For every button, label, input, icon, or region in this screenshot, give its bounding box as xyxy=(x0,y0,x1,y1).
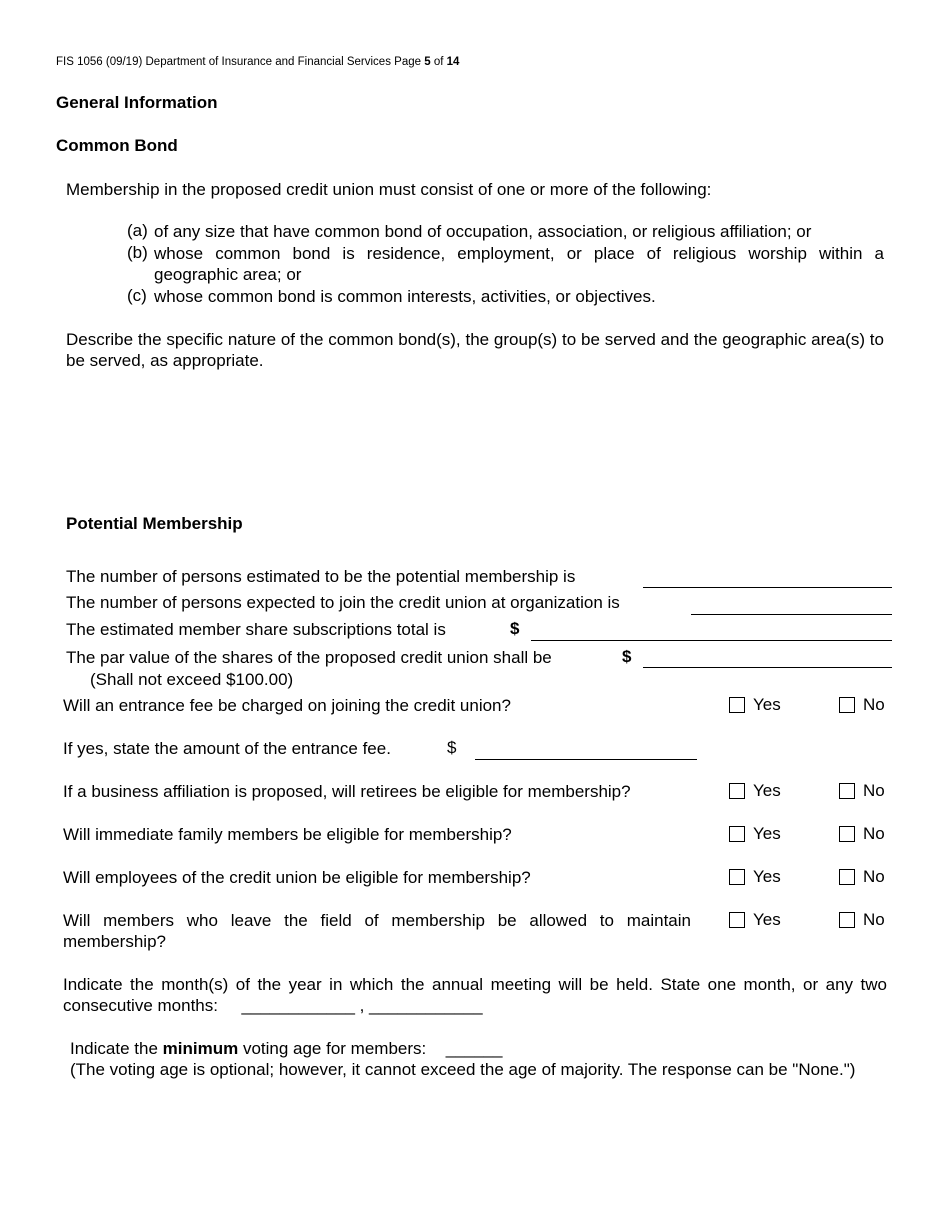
general-information-heading: General Information xyxy=(56,93,218,112)
employees-yes-checkbox[interactable] xyxy=(729,869,745,885)
common-bond-item-c: whose common bond is common interests, activities, or objectives. xyxy=(154,287,656,306)
leave-field-question: Will members who leave the field of membership be allowed to maintain membership? xyxy=(63,911,691,951)
form-id: FIS 1056 (09/19) Department of Insurance and Financial Services Page xyxy=(56,56,422,68)
leave-field-yes-checkbox[interactable] xyxy=(729,912,745,928)
common-bond-item-a: of any size that have common bond of occupation, association, or religious affiliation; or xyxy=(154,222,812,241)
family-no-checkbox[interactable] xyxy=(839,826,855,842)
yes-label: Yes xyxy=(753,910,781,929)
voting-age-suffix: voting age for members: xyxy=(242,1039,427,1058)
page-of: of xyxy=(433,56,444,68)
yes-label: Yes xyxy=(753,781,781,800)
par-value-field[interactable] xyxy=(643,667,892,668)
estimated-potential-field[interactable] xyxy=(643,587,892,588)
no-label: No xyxy=(863,781,885,800)
voting-age-field[interactable]: ______ xyxy=(445,1039,503,1058)
yes-label: Yes xyxy=(753,867,781,886)
dollar-sign: $ xyxy=(510,619,520,638)
no-label: No xyxy=(863,695,885,714)
list-marker-a: (a) xyxy=(127,221,148,240)
page-total: 14 xyxy=(446,56,460,68)
common-bond-heading: Common Bond xyxy=(56,136,178,155)
share-subscriptions-label: The estimated member share subscriptions total is xyxy=(66,620,446,639)
entrance-fee-question: Will an entrance fee be charged on joining the credit union? xyxy=(63,696,511,715)
potential-membership-heading: Potential Membership xyxy=(66,514,243,533)
no-label: No xyxy=(863,910,885,929)
annual-meeting-months-field[interactable]: ____________ , ____________ xyxy=(241,996,483,1015)
annual-meeting-text: Indicate the month(s) of the year in which the annual meeting will be held. State one month, or any two consecutive months: xyxy=(63,975,887,1015)
common-bond-intro: Membership in the proposed credit union must consist of one or more of the following: xyxy=(66,180,712,199)
entrance-fee-no-checkbox[interactable] xyxy=(839,697,855,713)
retirees-yes-checkbox[interactable] xyxy=(729,783,745,799)
leave-field-no-checkbox[interactable] xyxy=(839,912,855,928)
list-marker-c: (c) xyxy=(127,286,147,305)
family-question: Will immediate family members be eligible for membership? xyxy=(63,825,512,844)
page-header xyxy=(56,56,459,68)
dollar-sign: $ xyxy=(447,738,457,757)
dollar-sign: $ xyxy=(622,647,632,666)
yes-label: Yes xyxy=(753,824,781,843)
par-value-label: The par value of the shares of the proposed credit union shall be xyxy=(66,648,552,667)
voting-age-prefix: Indicate the xyxy=(70,1039,158,1058)
family-yes-checkbox[interactable] xyxy=(729,826,745,842)
voting-age-note: (The voting age is optional; however, it cannot exceed the age of majority. The response can be "None.") xyxy=(70,1060,856,1079)
expected-to-join-field[interactable] xyxy=(691,614,892,615)
common-bond-describe: Describe the specific nature of the common bond(s), the group(s) to be served and the geographic area(s) to be served, as appropriate. xyxy=(66,330,884,370)
expected-to-join-label: The number of persons expected to join the credit union at organization is xyxy=(66,593,620,612)
voting-age-block xyxy=(70,1038,882,1080)
entrance-fee-amount-label: If yes, state the amount of the entrance fee. xyxy=(63,739,391,758)
employees-question: Will employees of the credit union be eligible for membership? xyxy=(63,868,531,887)
employees-no-checkbox[interactable] xyxy=(839,869,855,885)
retirees-no-checkbox[interactable] xyxy=(839,783,855,799)
annual-meeting-instruction xyxy=(63,974,887,1016)
page-number: 5 xyxy=(424,56,431,68)
common-bond-item-b: whose common bond is residence, employment, or place of religious worship within a geographic area; or xyxy=(154,244,884,284)
no-label: No xyxy=(863,867,885,886)
estimated-potential-label: The number of persons estimated to be the potential membership is xyxy=(66,567,576,586)
entrance-fee-yes-checkbox[interactable] xyxy=(729,697,745,713)
par-value-note: (Shall not exceed $100.00) xyxy=(90,670,294,689)
voting-age-bold: minimum xyxy=(162,1039,239,1058)
share-subscriptions-field[interactable] xyxy=(531,640,892,641)
voting-age-line xyxy=(70,1038,882,1059)
no-label: No xyxy=(863,824,885,843)
list-marker-b: (b) xyxy=(127,243,148,262)
retirees-question: If a business affiliation is proposed, will retirees be eligible for membership? xyxy=(63,782,631,801)
yes-label: Yes xyxy=(753,695,781,714)
entrance-fee-amount-field[interactable] xyxy=(475,759,697,760)
